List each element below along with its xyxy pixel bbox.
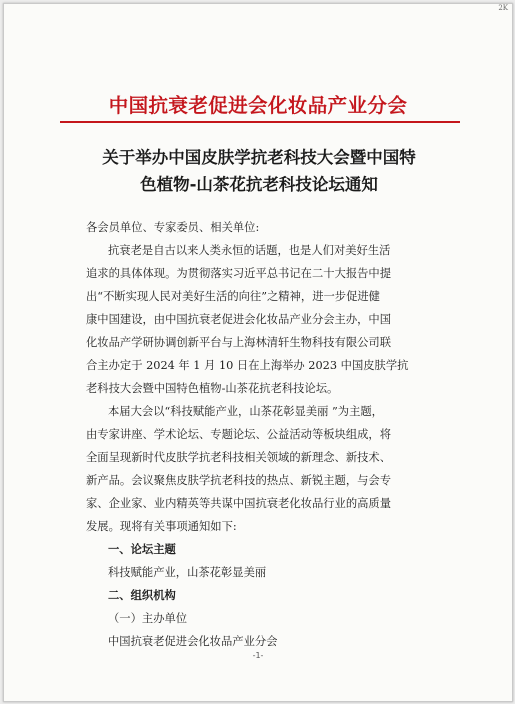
- notice-title: [64, 144, 454, 198]
- section-1-heading: 一、论坛主题: [108, 543, 176, 556]
- notice-body: [86, 216, 431, 653]
- paragraph-line: 化妆品产学研协调创新平台与上海林清轩生物科技有限公司联: [86, 336, 392, 349]
- paragraph-line: 全面呈现新时代皮肤学抗老科技相关领域的新理念、新技术、: [86, 451, 392, 464]
- notice-title-line-2: 色植物-山茶花抗老科技论坛通知: [140, 175, 378, 194]
- paragraph-line: 合主办定于 2024 年 1 月 10 日在上海举办 2023 中国皮肤学抗: [86, 359, 409, 372]
- paragraph-line: 发展。现将有关事项通知如下:: [86, 520, 237, 533]
- notice-title-line-1: 关于举办中国皮肤学抗老科技大会暨中国特: [102, 148, 416, 167]
- paragraph-line: 由专家讲座、学术论坛、专题论坛、公益活动等板块组成，将: [86, 428, 392, 441]
- salutation: 各会员单位、专家委员、相关单位:: [86, 221, 260, 234]
- organization-header: 中国抗衰老促进会化妆品产业分会: [108, 94, 408, 117]
- paragraph-2: [86, 400, 431, 538]
- section-1-text: 科技赋能产业，山茶花彰显美丽: [108, 566, 267, 579]
- paragraph-1: [86, 239, 431, 400]
- section-2-heading: 二、组织机构: [108, 589, 176, 602]
- paragraph-line: 本届大会以“科技赋能产业，山茶花彰显美丽 ”为主题，: [108, 405, 383, 418]
- subsection-1-text: 中国抗衰老促进会化妆品产业分会: [108, 635, 278, 648]
- page-number: -1-: [252, 651, 264, 660]
- paragraph-line: 抗衰老是自古以来人类永恒的话题，也是人们对美好生活: [108, 244, 391, 257]
- document-page: [3, 3, 513, 702]
- paragraph-line: 出“不断实现人民对美好生活的向往”之精神，进一步促进健: [86, 290, 380, 303]
- paragraph-line: 追求的具体体现。为贯彻落实习近平总书记在二十大报告中提: [86, 267, 392, 280]
- paragraph-line: 家、企业家、业内精英等共谋中国抗衰老化妆品行业的高质量: [86, 497, 392, 510]
- subsection-1-heading: （一）主办单位: [108, 612, 188, 625]
- paragraph-line: 康中国建设，由中国抗衰老促进会化妆品产业分会主办，中国: [86, 313, 392, 326]
- paragraph-line: 老科技大会暨中国特色植物-山茶花抗老科技论坛。: [86, 382, 339, 395]
- corner-mark: 2K: [498, 4, 508, 12]
- red-divider-line: [60, 121, 460, 123]
- paragraph-line: 新产品。会议聚焦皮肤学抗老科技的热点、新锐主题，与会专: [86, 474, 392, 487]
